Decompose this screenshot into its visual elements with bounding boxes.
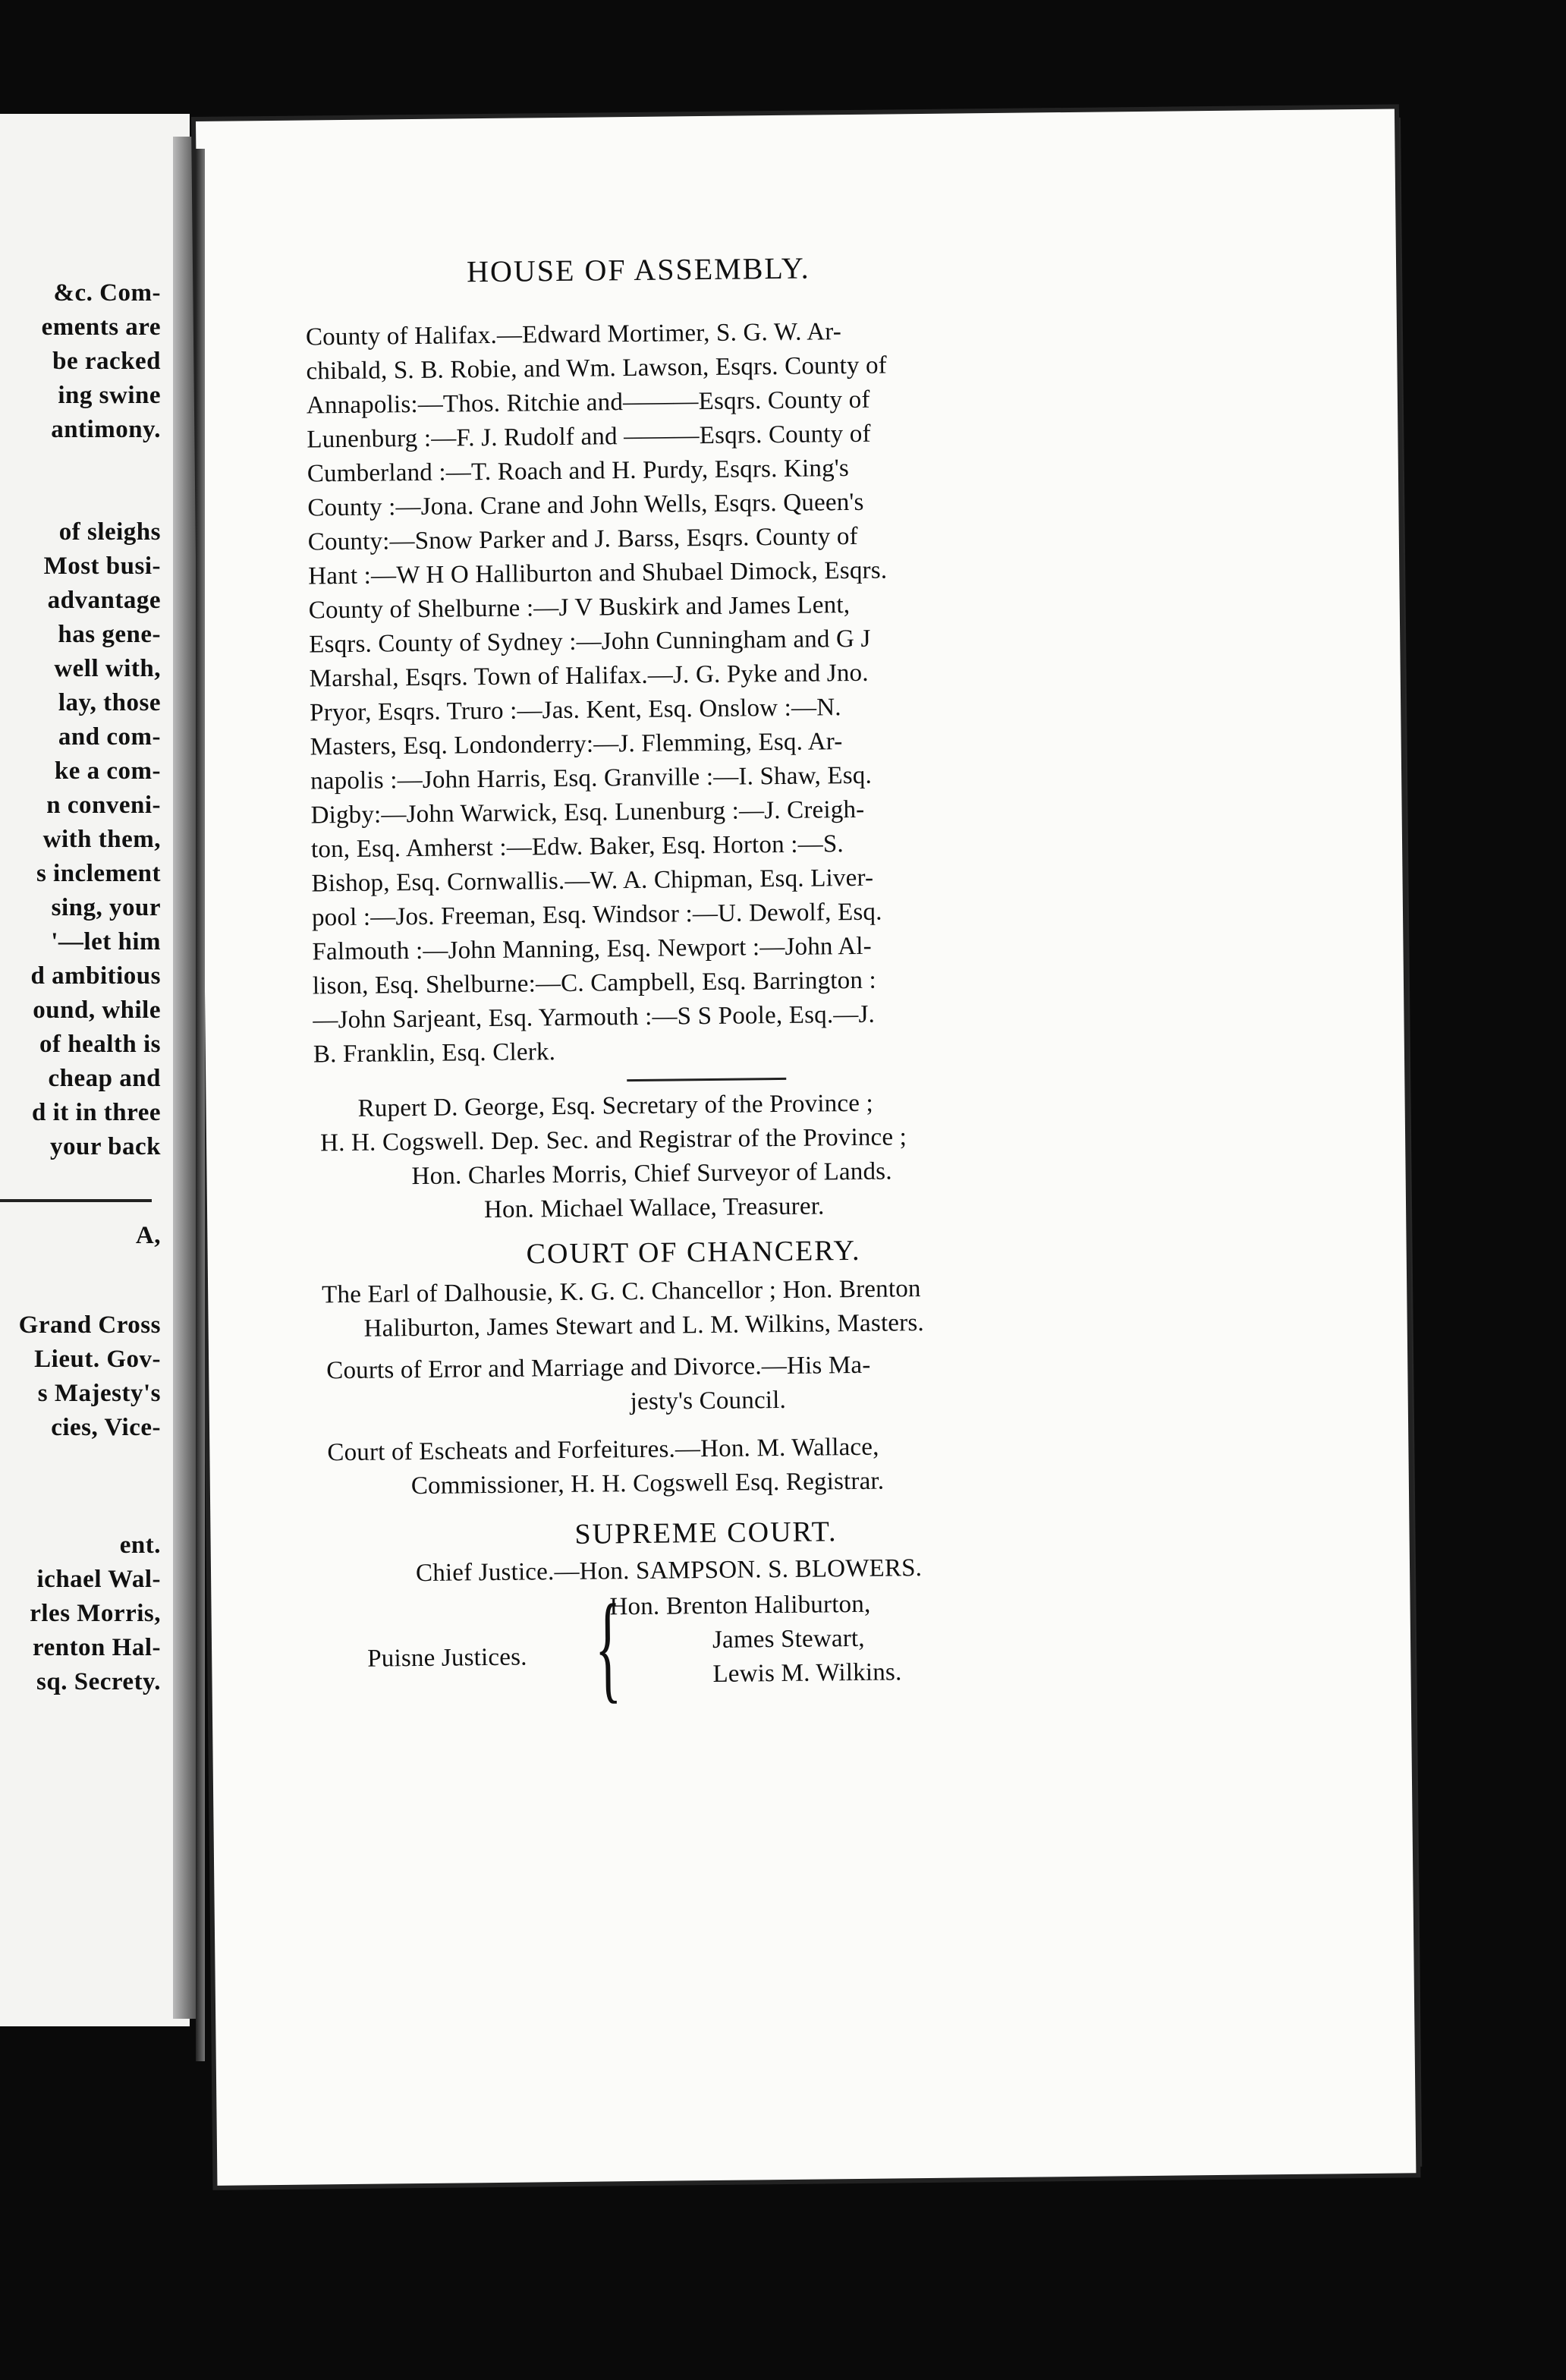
officer-line: Hon. Charles Morris, Chief Surveyor of Lands. [411,1157,892,1191]
left-page-line: and com- [58,723,161,751]
assembly-line: chibald, S. B. Robie, and Wm. Lawson, Esqrs. County of [306,351,888,386]
assembly-line: Annapolis:—Thos. Ritchie and———Esqrs. County of [306,386,870,420]
chancery-line: Commissioner, H. H. Cogswell Esq. Registrar. [410,1467,885,1500]
left-facing-page [0,114,190,2026]
assembly-line: Digby:—John Warwick, Esq. Lunenburg :—J. Creigh- [310,795,865,830]
left-page-line: your back [49,1133,161,1160]
assembly-line: napolis :—John Harris, Esq. Granville :—I. Shaw, Esq. [310,761,873,795]
left-page-line: Lieut. Gov- [34,1346,161,1373]
left-page-line: n conveni- [46,792,161,819]
chancery-line: The Earl of Dalhousie, K. G. C. Chancellor ; Hon. Brenton [322,1275,921,1309]
left-page-line: with them, [42,826,161,853]
binding-fold [196,149,205,2061]
assembly-line: ton, Esq. Amherst :—Edw. Baker, Esq. Horton :—S. [310,830,844,864]
left-page-line: Most busi- [43,552,161,580]
left-page-line: be racked [52,348,161,375]
left-page-line: cheap and [48,1065,161,1092]
brace-glyph: { [594,1579,622,1714]
assembly-line: Falmouth :—John Manning, Esq. Newport :—John Al- [312,932,873,966]
assembly-line: Marshal, Esqrs. Town of Halifax.—J. G. Pyke and Jno. [309,659,869,693]
house-of-assembly-heading: HOUSE OF ASSEMBLY. [466,250,810,289]
chancery-line: Haliburton, James Stewart and L. M. Wilkins, Masters. [363,1309,925,1343]
left-page-line: ke a com- [54,757,161,785]
assembly-line: B. Franklin, Esq. Clerk. [313,1038,556,1069]
left-page-line: A, [135,1222,161,1249]
assembly-line: County :—Jona. Crane and John Wells, Esqrs. Queen's [307,488,864,522]
left-page-line: cies, Vice- [51,1414,161,1441]
left-page-line: '—let him [51,928,161,955]
justice-line: James Stewart, [712,1624,865,1654]
left-page-line: &c. Com- [53,279,161,307]
left-page-line: ound, while [33,996,161,1024]
officer-line: Hon. Michael Wallace, Treasurer. [483,1192,825,1224]
assembly-line: Masters, Esq. Londonderry:—J. Flemming, Esq. Ar- [310,728,843,761]
left-page-line: ements are [41,313,161,341]
chancery-line: Court of Escheats and Forfeitures.—Hon. M. Wallace, [327,1433,879,1467]
supreme-court-heading: SUPREME COURT. [574,1516,838,1550]
left-page-line: of sleighs [58,518,161,546]
left-page-line: renton Hal- [33,1634,161,1661]
left-page-line: Grand Cross [18,1311,161,1339]
left-page-line: advantage [47,587,161,614]
left-page-line: antimony. [51,416,161,443]
assembly-line: Esqrs. County of Sydney :—John Cunningham and G J [309,625,871,659]
court-of-chancery-heading: COURT OF CHANCERY. [526,1234,861,1270]
left-page-line: rles Morris, [30,1600,161,1627]
left-page-line: sing, your [51,894,161,921]
gutter-shadow [173,137,196,2019]
chief-justice-line: Chief Justice.—Hon. SAMPSON. S. BLOWERS. [415,1554,923,1588]
document-page [196,109,1416,2185]
officer-line: Rupert D. George, Esq. Secretary of the Province ; [357,1089,874,1122]
assembly-line: pool :—Jos. Freeman, Esq. Windsor :—U. Dewolf, Esq. [311,898,882,932]
chancery-line: jesty's Council. [630,1386,787,1416]
left-page-line: d it in three [32,1099,161,1126]
assembly-line: County of Halifax.—Edward Mortimer, S. G. W. Ar- [305,318,842,351]
assembly-line: Lunenburg :—F. J. Rudolf and ———Esqrs. County of [307,420,871,454]
section-rule [627,1078,786,1081]
puisne-justices-label: Puisne Justices. [367,1643,527,1673]
left-page-line: ing swine [58,382,161,409]
chancery-line: Courts of Error and Marriage and Divorce.—His Ma- [326,1351,871,1385]
left-page-line: s Majesty's [37,1380,161,1407]
left-page-line: d ambitious [30,962,161,990]
assembly-line: Bishop, Esq. Cornwallis.—W. A. Chipman, Esq. Liver- [311,864,874,898]
left-page-line: lay, those [58,689,161,716]
left-page-line: has gene- [58,621,161,648]
assembly-line: Pryor, Esqrs. Truro :—Jas. Kent, Esq. Onslow :—N. [309,694,841,727]
left-page-line: ichael Wal- [36,1566,161,1593]
left-page-rule [0,1199,152,1202]
assembly-line: Hant :—W H O Halliburton and Shubael Dimock, Esqrs. [308,556,888,590]
justice-line: Hon. Brenton Haliburton, [609,1590,871,1621]
left-page-line: s inclement [36,860,161,887]
left-page-line: ent. [119,1532,161,1559]
assembly-line: —John Sarjeant, Esq. Yarmouth :—S S Poole, Esq.—J. [313,1000,876,1034]
assembly-line: Cumberland :—T. Roach and H. Purdy, Esqrs. King's [307,455,850,488]
left-page-line: of health is [39,1031,161,1058]
justice-line: Lewis M. Wilkins. [712,1658,902,1688]
left-page-line: sq. Secrety. [36,1668,161,1695]
assembly-line: County of Shelburne :—J V Buskirk and James Lent, [308,591,851,625]
assembly-line: lison, Esq. Shelburne:—C. Campbell, Esq. Barrington : [312,966,877,1000]
left-page-line: well with, [54,655,161,682]
officer-line: H. H. Cogswell. Dep. Sec. and Registrar of the Province ; [319,1123,907,1157]
assembly-line: County:—Snow Parker and J. Barss, Esqrs. County of [307,522,858,556]
